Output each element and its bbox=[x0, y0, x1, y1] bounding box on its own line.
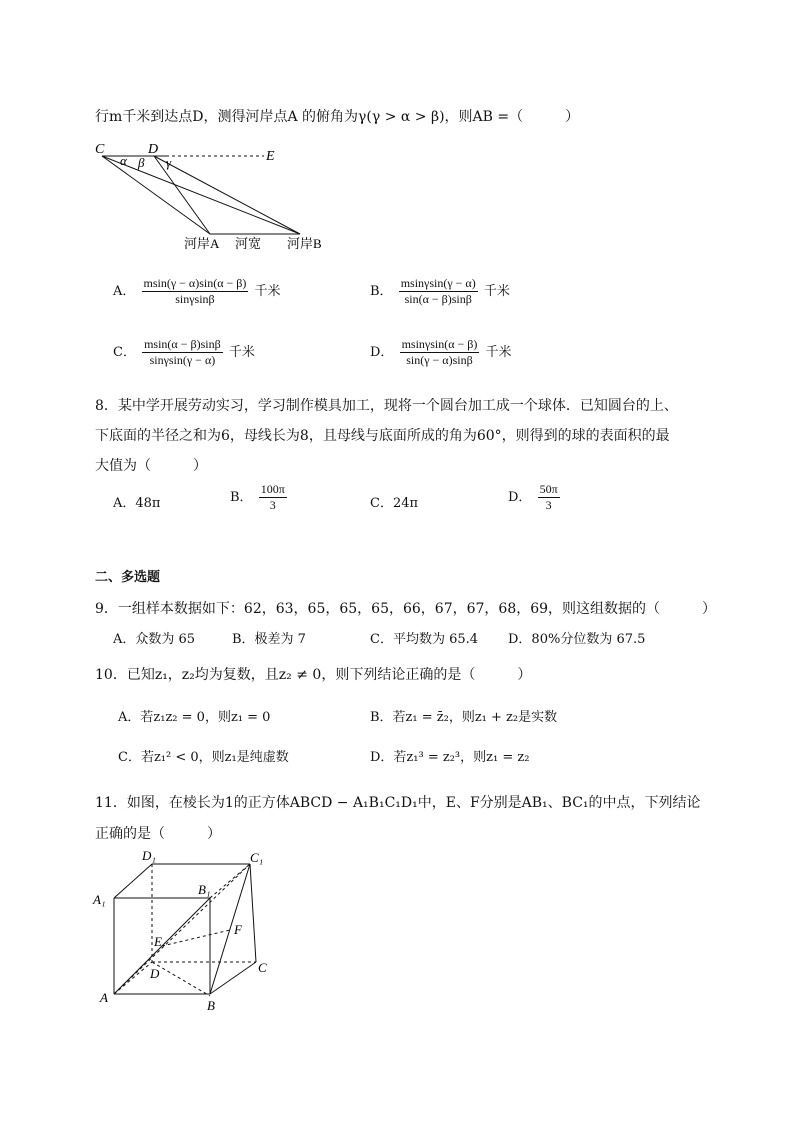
q9-option-a[interactable]: A．众数为 65 bbox=[113, 632, 196, 647]
q11-stem-line2: 正确的是（ ） bbox=[95, 826, 221, 842]
q7-option-a[interactable]: A． $\frac{msin(\gamma - \alpha)\sin(\alpha - \beta)}{\sin\gamma\sin\beta}$ 千米 bbox=[113, 276, 281, 306]
q9-option-d[interactable]: D．80%分位数为 67.5 bbox=[508, 632, 646, 647]
q7-option-c[interactable]: C． $\frac{msin(\alpha - \beta)\sin\beta}{\sin\gamma\sin(\gamma - \alpha)}$ 千米 bbox=[113, 337, 255, 367]
q8-option-b[interactable]: B． $\frac{100\pi}{3}$ bbox=[230, 482, 285, 512]
q7-label-D: D bbox=[148, 142, 159, 157]
q8-stem-line3: 大值为（ ） bbox=[95, 458, 207, 474]
q10-option-a[interactable]: A．若z₁z₂ = 0，则z₁ = 0 bbox=[118, 710, 271, 725]
q11-label-D1: D₁ bbox=[142, 848, 156, 863]
q7-stem: 行m千米到达点D，测得河岸点A 的俯角为γ(γ > α > β)，则AB =（ ） bbox=[95, 109, 580, 125]
q7-river-figure bbox=[92, 140, 352, 250]
q10-option-c[interactable]: C．若z₁² < 0，则z₁是纯虚数 bbox=[118, 750, 289, 765]
q8-option-c[interactable]: C．24π bbox=[370, 496, 419, 511]
q10-stem: 10．已知z₁，z₂均为复数，且z₂ ≠ 0，则下列结论正确的是（ ） bbox=[95, 667, 532, 683]
q8-stem-line1: 8．某中学开展劳动实习，学习制作模具加工，现将一个圆台加工成一个球体．已知圆台的上、 bbox=[95, 398, 678, 414]
q11-cube-figure bbox=[90, 846, 290, 1016]
q7-label-beta: β bbox=[138, 155, 145, 170]
q11-label-C1: C₁ bbox=[250, 850, 264, 865]
q11-label-B: B bbox=[207, 998, 215, 1013]
q7-label-alpha: α bbox=[120, 153, 127, 168]
q7-caption-B: 河岸B bbox=[287, 236, 322, 250]
q8-option-a[interactable]: A．48π bbox=[113, 496, 161, 511]
q7-caption-A: 河岸A bbox=[184, 236, 220, 250]
q11-label-D: D bbox=[150, 966, 160, 981]
q10-option-d[interactable]: D．若z₁³ = z₂³，则z₁ = z₂ bbox=[370, 750, 530, 765]
q7-label-gamma: γ bbox=[166, 155, 172, 170]
q7-caption-width: 河宽 bbox=[235, 236, 262, 250]
q7-label-C: C bbox=[95, 142, 105, 157]
q9-option-c[interactable]: C．平均数为 65.4 bbox=[370, 632, 479, 647]
q7-option-d[interactable]: D． $\frac{msin\gamma\sin(\alpha - \beta)}{\sin(\gamma - \alpha)\sin\beta}$ 千米 bbox=[370, 337, 512, 367]
q8-option-d[interactable]: D． $\frac{50\pi}{3}$ bbox=[508, 482, 558, 512]
section-heading-multi-choice: 二、多选题 bbox=[95, 570, 161, 585]
q11-label-E: E bbox=[154, 934, 162, 949]
q11-label-B1: B₁ bbox=[198, 882, 211, 897]
q11-stem-line1: 11．如图，在棱长为1的正方体ABCD − A₁B₁C₁D₁中，E、F分别是AB₁、BC₁的中点，下列结论 bbox=[95, 795, 701, 811]
q9-option-b[interactable]: B．极差为 7 bbox=[232, 632, 306, 647]
q11-label-A1: A₁ bbox=[93, 892, 106, 907]
q11-label-C: C bbox=[258, 960, 267, 975]
q8-stem-line2: 下底面的半径之和为6，母线长为8，且母线与底面所成的角为60°，则得到的球的表面积的最 bbox=[95, 428, 670, 444]
q7-option-b[interactable]: B． $\frac{msin\gamma\sin(\gamma - \alpha)}{\sin(\alpha - \beta)\sin\beta}$ 千米 bbox=[370, 276, 510, 306]
q7-label-E: E bbox=[266, 149, 275, 164]
q11-label-A: A bbox=[100, 990, 108, 1005]
q10-option-b[interactable]: B．若z₁ = z̄₂，则z₁ + z₂是实数 bbox=[370, 710, 558, 725]
q9-stem: 9．一组样本数据如下：62，63，65，65，65，66，67，67，68，69，则这组数据的（ ） bbox=[95, 601, 717, 617]
q11-label-F: F bbox=[234, 922, 242, 937]
